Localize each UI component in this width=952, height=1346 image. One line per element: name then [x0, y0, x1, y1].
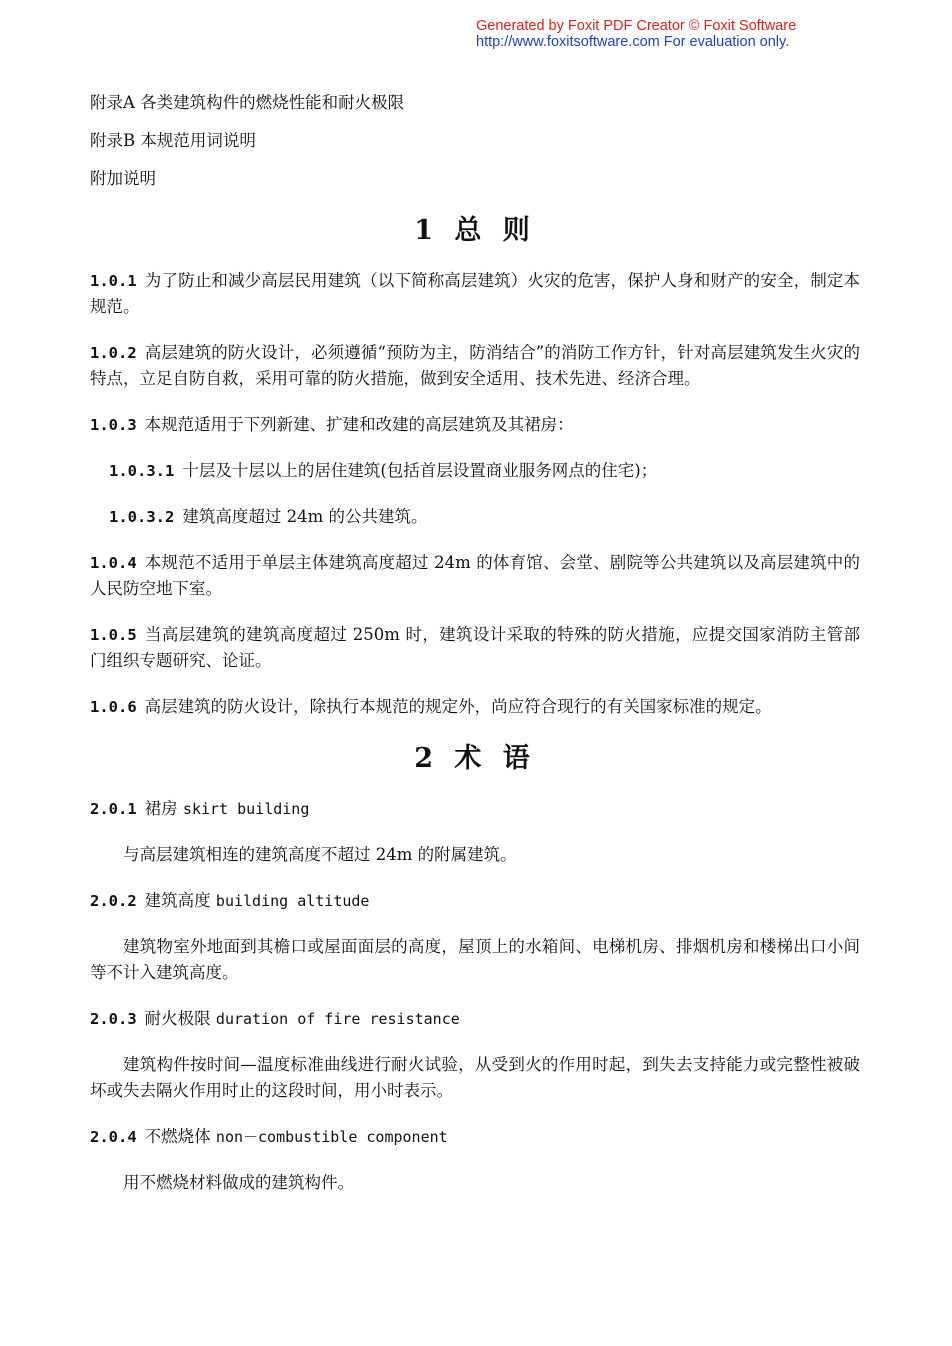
clause-number: 1.0.3.2 — [109, 508, 175, 526]
term-2-0-1 — [90, 796, 860, 822]
clause-number: 1.0.3 — [90, 416, 137, 434]
clause-text: 建筑高度超过 24m 的公共建筑。 — [182, 507, 428, 526]
toc-item-appendix-a: 附录A 各类建筑构件的燃烧性能和耐火极限 — [90, 93, 405, 112]
term-number: 2.0.1 — [90, 800, 137, 818]
clause-number: 1.0.3.1 — [109, 462, 175, 480]
foxit-watermark — [476, 18, 796, 50]
clause-1-0-3-2 — [90, 504, 860, 530]
document-page — [90, 90, 860, 1216]
term-en: non－combustible component — [215, 1128, 448, 1146]
term-zh: 建筑高度 — [144, 891, 211, 910]
term-number: 2.0.2 — [90, 892, 137, 910]
toc-item-additional-notes: 附加说明 — [90, 169, 156, 188]
clause-text: 为了防止和减少高层民用建筑（以下简称高层建筑）火灾的危害，保护人身和财产的安全，制定本规范。 — [90, 271, 860, 316]
term-zh: 耐火极限 — [144, 1009, 211, 1028]
clause-1-0-1 — [90, 268, 860, 320]
clause-1-0-6 — [90, 694, 860, 720]
clause-text: 十层及十层以上的居住建筑(包括首层设置商业服务网点的住宅)； — [182, 461, 658, 480]
clause-1-0-4 — [90, 550, 860, 602]
term-zh: 裙房 — [144, 799, 178, 818]
term-definition: 用不燃烧材料做成的建筑构件。 — [123, 1173, 354, 1192]
clause-number: 1.0.4 — [90, 554, 137, 572]
clause-1-0-2 — [90, 340, 860, 392]
clause-text: 本规范适用于下列新建、扩建和改建的高层建筑及其裙房： — [144, 415, 574, 434]
term-en: building altitude — [215, 892, 370, 910]
clause-1-0-5 — [90, 622, 860, 674]
term-zh: 不燃烧体 — [144, 1127, 211, 1146]
term-definition: 建筑物室外地面到其檐口或屋面面层的高度，屋顶上的水箱间、电梯机房、排烟机房和楼梯出口小间等不计入建筑高度。 — [90, 937, 860, 982]
clause-number: 1.0.6 — [90, 698, 137, 716]
clause-text: 本规范不适用于单层主体建筑高度超过 24m 的体育馆、会堂、剧院等公共建筑以及高层建筑中的人民防空地下室。 — [90, 553, 860, 598]
clause-number: 1.0.5 — [90, 626, 137, 644]
term-2-0-3 — [90, 1006, 860, 1032]
term-number: 2.0.4 — [90, 1128, 137, 1146]
clause-number: 1.0.2 — [90, 344, 137, 362]
term-definition: 与高层建筑相连的建筑高度不超过 24m 的附属建筑。 — [123, 845, 517, 864]
clause-text: 高层建筑的防火设计，必须遵循“预防为主，防消结合”的消防工作方针，针对高层建筑发生火灾的特点，立足自防自救，采用可靠的防火措施，做到安全适用、技术先进、经济合理。 — [90, 343, 860, 388]
watermark-line-2: http://www.foxitsoftware.com For evaluation only. — [476, 34, 790, 50]
clause-text: 当高层建筑的建筑高度超过 250m 时，建筑设计采取的特殊的防火措施，应提交国家消防主管部门组织专题研究、论证。 — [90, 625, 860, 670]
toc-item-appendix-b: 附录B 本规范用词说明 — [90, 131, 256, 150]
chapter-2-title: 2 术 语 — [414, 743, 536, 774]
watermark-line-1: Generated by Foxit PDF Creator © Foxit Software — [476, 18, 797, 34]
term-definition: 建筑构件按时间—温度标准曲线进行耐火试验，从受到火的作用时起，到失去支持能力或完整性被破坏或失去隔火作用时止的这段时间，用小时表示。 — [90, 1055, 860, 1100]
term-2-0-2 — [90, 888, 860, 914]
term-number: 2.0.3 — [90, 1010, 137, 1028]
term-en: duration of fire resistance — [215, 1010, 460, 1028]
clause-1-0-3-1 — [90, 458, 860, 484]
chapter-1-title: 1 总 则 — [414, 215, 536, 246]
term-en: skirt building — [182, 800, 310, 818]
clause-1-0-3 — [90, 412, 860, 438]
clause-number: 1.0.1 — [90, 272, 137, 290]
term-2-0-4 — [90, 1124, 860, 1150]
clause-text: 高层建筑的防火设计，除执行本规范的规定外，尚应符合现行的有关国家标准的规定。 — [144, 697, 772, 716]
